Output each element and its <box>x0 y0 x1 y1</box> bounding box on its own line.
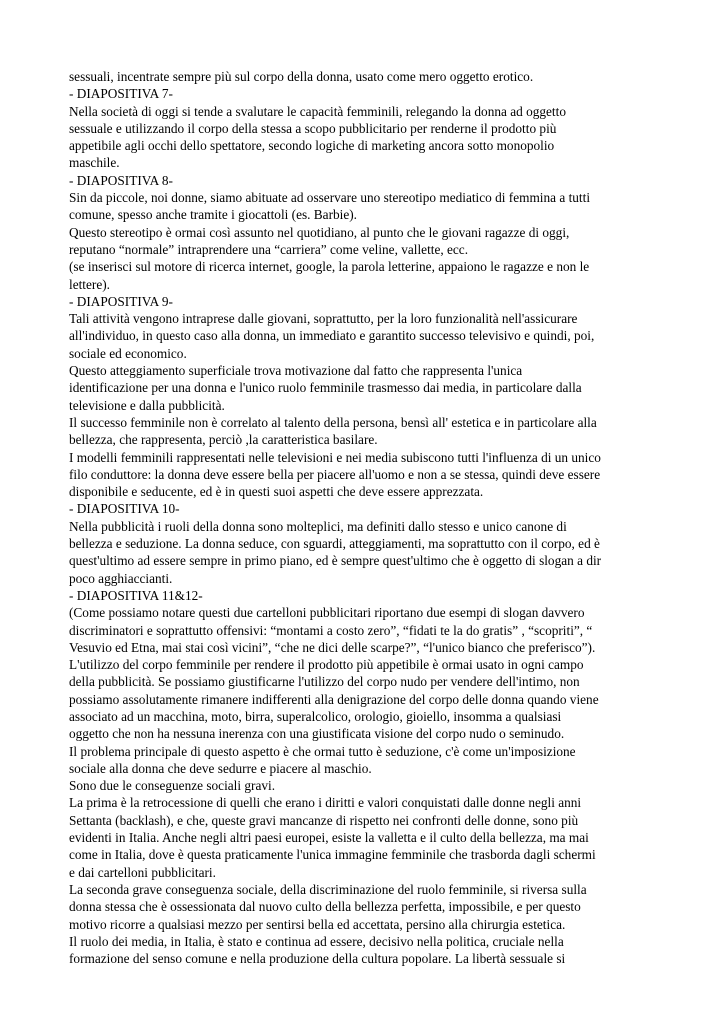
text-line: Il problema principale di questo aspetto è che ormai tutto è seduzione, c'è come un'imposizione <box>69 743 576 759</box>
text-line: e dai cartelloni pubblicitari. <box>69 864 216 880</box>
text-line: oggetto che non ha nessuna inerenza con una giustificata visione del corpo nudo o seminudo. <box>69 726 565 742</box>
text-line: Vesuvio ed Etna, mai stai così vicini”, “che ne dici delle scarpe?”, “l'unico bianco che preferisco”). <box>69 639 596 655</box>
text-line: sessuali, incentrate sempre più sul corpo della donna, usato come mero oggetto erotico. <box>69 69 534 84</box>
text-line: filo conduttore: la donna deve essere bella per piacere all'uomo e non a se stessa, quindi deve essere <box>69 466 601 482</box>
document-page <box>69 68 669 967</box>
text-line: Sin da piccole, noi donne, siamo abituate ad osservare uno stereotipo mediatico di femmina a tutti <box>69 190 591 206</box>
text-line: all'individuo, in questo caso alla donna, un immediato e garantito successo televisivo e quindi, poi, <box>69 328 595 344</box>
text-line: Sono due le conseguenze sociali gravi. <box>69 778 276 794</box>
text-line: sociale ed economico. <box>69 345 187 361</box>
text-line: Questo atteggiamento superficiale trova motivazione dal fatto che rappresenta l'unica <box>69 363 523 379</box>
text-line: La seconda grave conseguenza sociale, della discriminazione del ruolo femminile, si riversa sulla <box>69 881 587 897</box>
text-line: appetibile agli occhi dello spettatore, secondo logiche di marketing ancora sotto monopolio <box>69 138 555 154</box>
text-line: televisione e dalla pubblicità. <box>69 397 225 413</box>
text-line: possiamo assolutamente rimanere indifferenti alla denigrazione del corpo delle donna quando viene <box>69 691 599 707</box>
text-line: Tali attività vengono intraprese dalle giovani, soprattutto, per la loro funzionalità nell'assicurare <box>69 311 578 327</box>
text-line: sociale alla donna che deve sedurre e piacere al maschio. <box>69 760 372 776</box>
text-line: Questo stereotipo è ormai così assunto nel quotidiano, al punto che le giovani ragazze di oggi, <box>69 224 570 240</box>
text-line: sessuale e utilizzando il corpo della stessa a scopo pubblicitario per renderne il prodotto più <box>69 120 557 136</box>
text-line: associato ad un macchina, moto, birra, superalcolico, orologio, gioiello, insomma a qualsiasi <box>69 708 562 724</box>
text-line: bellezza, che rappresenta, perciò ,la caratteristica basilare. <box>69 432 378 448</box>
text-line: (se inserisci sul motore di ricerca internet, google, la parola letterine, appaiono le ragazze e non le <box>69 259 590 275</box>
text-line: - DIAPOSITIVA 9- <box>69 293 173 309</box>
text-line: comune, spesso anche tramite i giocattoli (es. Barbie). <box>69 207 358 223</box>
text-line: - DIAPOSITIVA 8- <box>69 172 173 188</box>
text-line: Il ruolo dei media, in Italia, è stato e continua ad essere, decisivo nella politica, cruciale nella <box>69 933 564 949</box>
text-line: discriminatori e soprattutto offensivi: “montami a costo zero”, “fidati te la do gratis” , “scopriti”, “ <box>69 622 593 638</box>
text-line: I modelli femminili rappresentati nelle televisioni e nei media subiscono tutti l'influenza di un unico <box>69 449 601 465</box>
text-line: maschile. <box>69 155 120 171</box>
text-line: L'utilizzo del corpo femminile per rendere il prodotto più appetibile è ormai usato in ogni campo <box>69 657 584 673</box>
text-line: - DIAPOSITIVA 7- <box>69 86 173 102</box>
text-line: Nella società di oggi si tende a svalutare le capacità femminili, relegando la donna ad oggetto <box>69 103 566 119</box>
text-line: - DIAPOSITIVA 10- <box>69 501 180 517</box>
text-line: identificazione per una donna e l'unico ruolo femminile trasmesso dai media, in particolare dalla <box>69 380 582 396</box>
text-line: quest'ultimo ad essere sempre in primo piano, ed è sempre quest'ultimo che è oggetto di slogan a dir <box>69 553 602 569</box>
text-line: La prima è la retrocessione di quelli che erano i diritti e valori conquistati dalle donne negli anni <box>69 795 582 811</box>
text-line: (Come possiamo notare questi due cartelloni pubblicitari riportano due esempi di slogan davvero <box>69 605 585 621</box>
text-line: formazione del senso comune e nella produzione della cultura popolare. La libertà sessuale si <box>69 951 566 967</box>
text-line: motivo ricorre a qualsiasi mezzo per sentirsi bella ed accettata, persino alla chirurgia estetica. <box>69 916 566 932</box>
text-line: della pubblicità. Se possiamo giustificarne l'utilizzo del corpo nudo per vendere dell'intimo, non <box>69 674 580 690</box>
text-line: reputano “normale” intraprendere una “carriera” come veline, vallette, ecc. <box>69 241 469 257</box>
text-line: poco agghiaccianti. <box>69 570 173 586</box>
text-line: donna stessa che è ossessionata dal nuovo culto della bellezza perfetta, impossibile, e per questo <box>69 899 581 915</box>
text-line: - DIAPOSITIVA 11&12- <box>69 587 203 603</box>
text-line: Settanta (backlash), e che, queste gravi mancanze di rispetto nei confronti delle donne, sono più <box>69 812 579 828</box>
text-line: lettere). <box>69 276 110 292</box>
text-line: bellezza e seduzione. La donna seduce, con sguardi, atteggiamenti, ma soprattutto con il corpo, ed è <box>69 536 600 552</box>
text-line: Il successo femminile non è correlato al talento della persona, bensì all' estetica e in particolare alla <box>69 414 597 430</box>
text-line: come in Italia, dove è questa praticamente l'unica immagine femminile che trasborda dagli schermi <box>69 847 596 863</box>
text-line: disponibile e seducente, ed è in questi suoi aspetti che deve essere apprezzata. <box>69 484 484 500</box>
text-line: evidenti in Italia. Anche negli altri paesi europei, esiste la valletta e il culto della bellezza, ma mai <box>69 830 589 846</box>
text-line: Nella pubblicità i ruoli della donna sono molteplici, ma definiti dallo stesso e unico canone di <box>69 518 567 534</box>
